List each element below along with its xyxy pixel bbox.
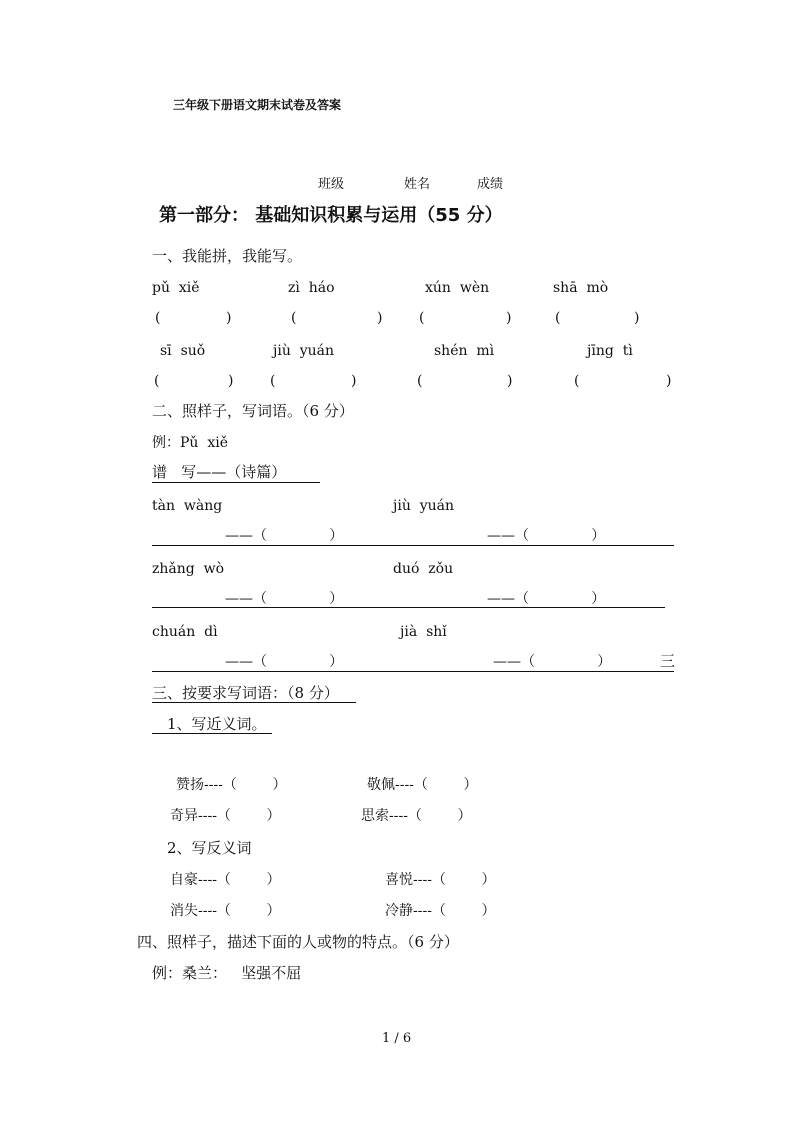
antonym-item-3: 消失----（ ） (170, 903, 281, 919)
answer-blank-close: ) (377, 310, 383, 326)
q2-pinyin-5: chuán dì (152, 624, 218, 640)
q3-sub2: 2、写反义词 (167, 839, 252, 857)
answer-blank-close: ) (228, 373, 234, 389)
answer-blank-close: ) (634, 310, 640, 326)
q4-example: 例：桑兰： 坚强不屈 (152, 964, 302, 982)
answer-line (152, 607, 665, 608)
class-label: 班级 (318, 177, 345, 192)
trailing-char: 三 (660, 652, 676, 670)
q2-blank-3: ——（ ） (225, 591, 344, 607)
answer-blank-open: ( (270, 373, 276, 389)
answer-blank-close: ) (666, 373, 672, 389)
q1-pinyin-2: zì háo (288, 280, 335, 296)
q2-pinyin-1: tàn wàng (152, 498, 223, 514)
synonym-item-2: 敬佩----（ ） (367, 777, 478, 793)
answer-blank-open: ( (419, 310, 425, 326)
q2-blank-1: ——（ ） (225, 528, 344, 544)
q1-pinyin-3: xún wèn (425, 280, 490, 296)
answer-blank-open: ( (154, 373, 160, 389)
q2-example-answer: 谱 写——（诗篇） (152, 463, 287, 481)
q3-sub1-underline (152, 733, 272, 734)
q1-pinyin-7: shén mì (434, 343, 495, 359)
antonym-item-4: 冷静----（ ） (385, 903, 496, 919)
q1-pinyin-5: sī suǒ (160, 343, 206, 359)
answer-blank-open: ( (417, 373, 423, 389)
q2-pinyin-3: zhǎng wò (152, 561, 225, 577)
q1-pinyin-6: jiù yuán (273, 343, 335, 359)
q2-blank-6: ——（ ） (493, 654, 612, 670)
synonym-item-1: 赞扬----（ ） (176, 777, 287, 793)
answer-line (152, 545, 674, 546)
synonym-item-3: 奇异----（ ） (170, 808, 281, 824)
page-number: 1 / 6 (382, 1031, 412, 1046)
q3-heading-underline (152, 702, 356, 703)
answer-blank-close: ) (507, 373, 513, 389)
answer-blank-close: ) (506, 310, 512, 326)
document-title: 三年级下册语文期末试卷及答案 (173, 98, 342, 112)
part1-heading: 第一部分： 基础知识积累与运用（55 分） (159, 205, 503, 226)
q4-heading: 四、照样子，描述下面的人或物的特点。（6 分） (137, 933, 459, 951)
q2-heading: 二、照样子，写词语。（6 分） (152, 402, 354, 420)
q2-blank-2: ——（ ） (487, 528, 606, 544)
q3-sub1: 1、写近义词。 (167, 715, 267, 733)
q2-pinyin-6: jià shǐ (400, 624, 447, 640)
q2-example: 例：Pǔ xiě (152, 435, 228, 451)
answer-blank-open: ( (291, 310, 297, 326)
q1-heading: 一、我能拼，我能写。 (152, 247, 303, 265)
q1-pinyin-4: shā mò (553, 280, 609, 296)
answer-blank-open: ( (155, 310, 161, 326)
antonym-item-1: 自豪----（ ） (170, 872, 281, 888)
name-label: 姓名 (404, 177, 431, 192)
answer-blank-open: ( (555, 310, 561, 326)
q2-pinyin-4: duó zǒu (393, 561, 454, 577)
q3-heading: 三、按要求写词语：（8 分） (152, 684, 339, 702)
synonym-item-4: 思索----（ ） (361, 808, 472, 824)
answer-blank-close: ) (351, 373, 357, 389)
antonym-item-2: 喜悦----（ ） (385, 872, 496, 888)
answer-blank-open: ( (574, 373, 580, 389)
answer-blank-close: ) (226, 310, 232, 326)
example-underline (152, 482, 320, 483)
q2-pinyin-2: jiù yuán (393, 498, 455, 514)
q2-blank-4: ——（ ） (487, 591, 606, 607)
answer-line (152, 671, 674, 672)
q1-pinyin-1: pǔ xiě (152, 280, 200, 296)
score-label: 成绩 (477, 177, 504, 192)
q1-pinyin-8: jīng tì (587, 343, 633, 359)
q2-blank-5: ——（ ） (225, 654, 344, 670)
